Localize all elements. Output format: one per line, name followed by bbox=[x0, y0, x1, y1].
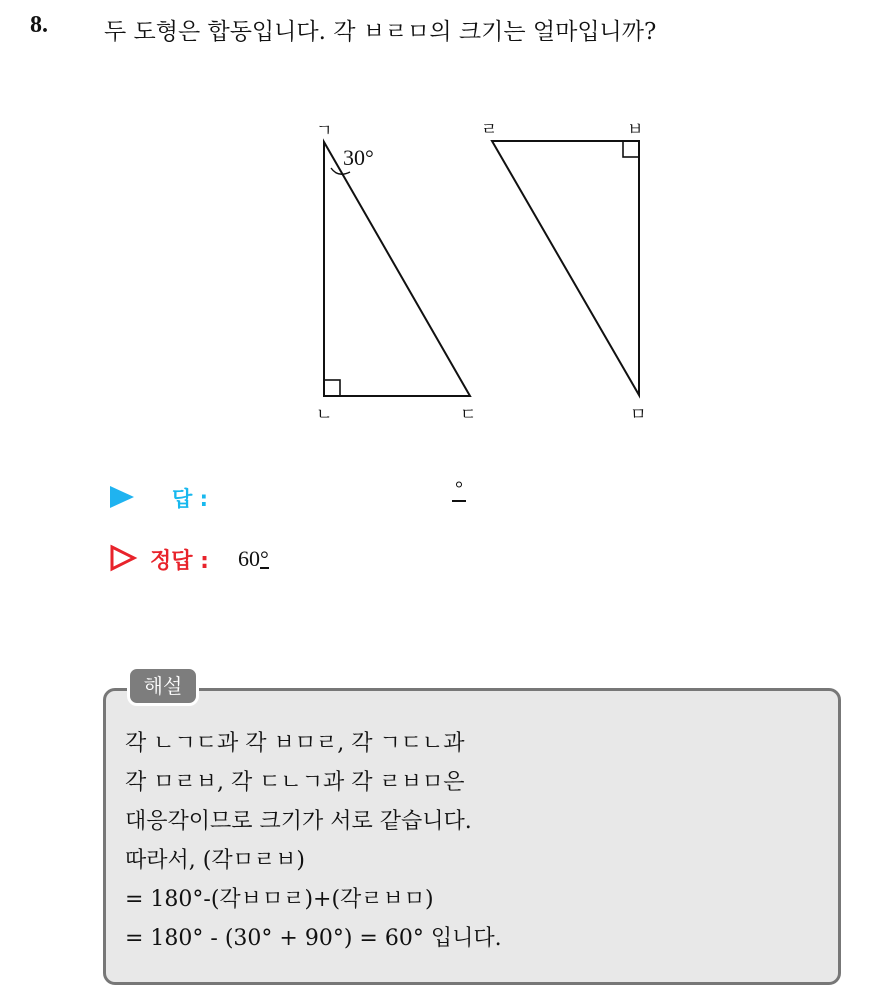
vertex-label-rieul: ㄹ bbox=[481, 120, 498, 140]
solution-line: 대응각이므로 크기가 서로 같습니다. bbox=[125, 809, 472, 834]
vertex-label-mieum: ㅁ bbox=[630, 405, 647, 425]
correct-answer-unit: ° bbox=[260, 546, 269, 571]
triangle-right bbox=[492, 141, 639, 395]
vertex-label-giyeok: ㄱ bbox=[316, 121, 333, 141]
correct-answer-label: 정답 : bbox=[150, 549, 209, 574]
vertex-label-nieun: ㄴ bbox=[316, 405, 333, 425]
answer-marker bbox=[110, 482, 134, 512]
answer-label: 답 : bbox=[172, 487, 208, 511]
solution-line: 각 ㄴㄱㄷ과 각 ㅂㅁㄹ, 각 ㄱㄷㄴ과 bbox=[125, 731, 465, 756]
question-text: 두 도형은 합동입니다. 각 ㅂㄹㅁ의 크기는 얼마입니까? bbox=[104, 19, 657, 45]
solution-line: = 180° - (30° + 90°) = 60° 입니다. bbox=[125, 926, 502, 951]
right-angle-mark-left bbox=[324, 380, 340, 396]
triangle-left bbox=[324, 142, 470, 396]
solution-line: 각 ㅁㄹㅂ, 각 ㄷㄴㄱ과 각 ㄹㅂㅁ은 bbox=[125, 770, 465, 795]
question-number: 8. bbox=[30, 12, 48, 38]
right-angle-mark-right bbox=[623, 141, 639, 157]
congruent-triangles-figure bbox=[0, 0, 884, 460]
vertex-label-digeut: ㄷ bbox=[460, 405, 477, 425]
solution-tag: 해설 bbox=[127, 666, 199, 706]
correct-answer-value bbox=[238, 546, 269, 572]
answer-blank[interactable]: ° bbox=[452, 478, 466, 502]
solution-line: = 180°-(각ㅂㅁㄹ)+(각ㄹㅂㅁ) bbox=[125, 887, 434, 912]
play-triangle-icon bbox=[110, 486, 134, 508]
outline-triangle-icon bbox=[110, 544, 138, 572]
vertex-label-bieup: ㅂ bbox=[627, 120, 644, 140]
solution-text bbox=[125, 724, 502, 958]
solution-line: 따라서, (각ㅁㄹㅂ) bbox=[125, 848, 305, 873]
angle-label-30: 30° bbox=[343, 145, 374, 170]
correct-answer-number: 60 bbox=[238, 546, 260, 571]
